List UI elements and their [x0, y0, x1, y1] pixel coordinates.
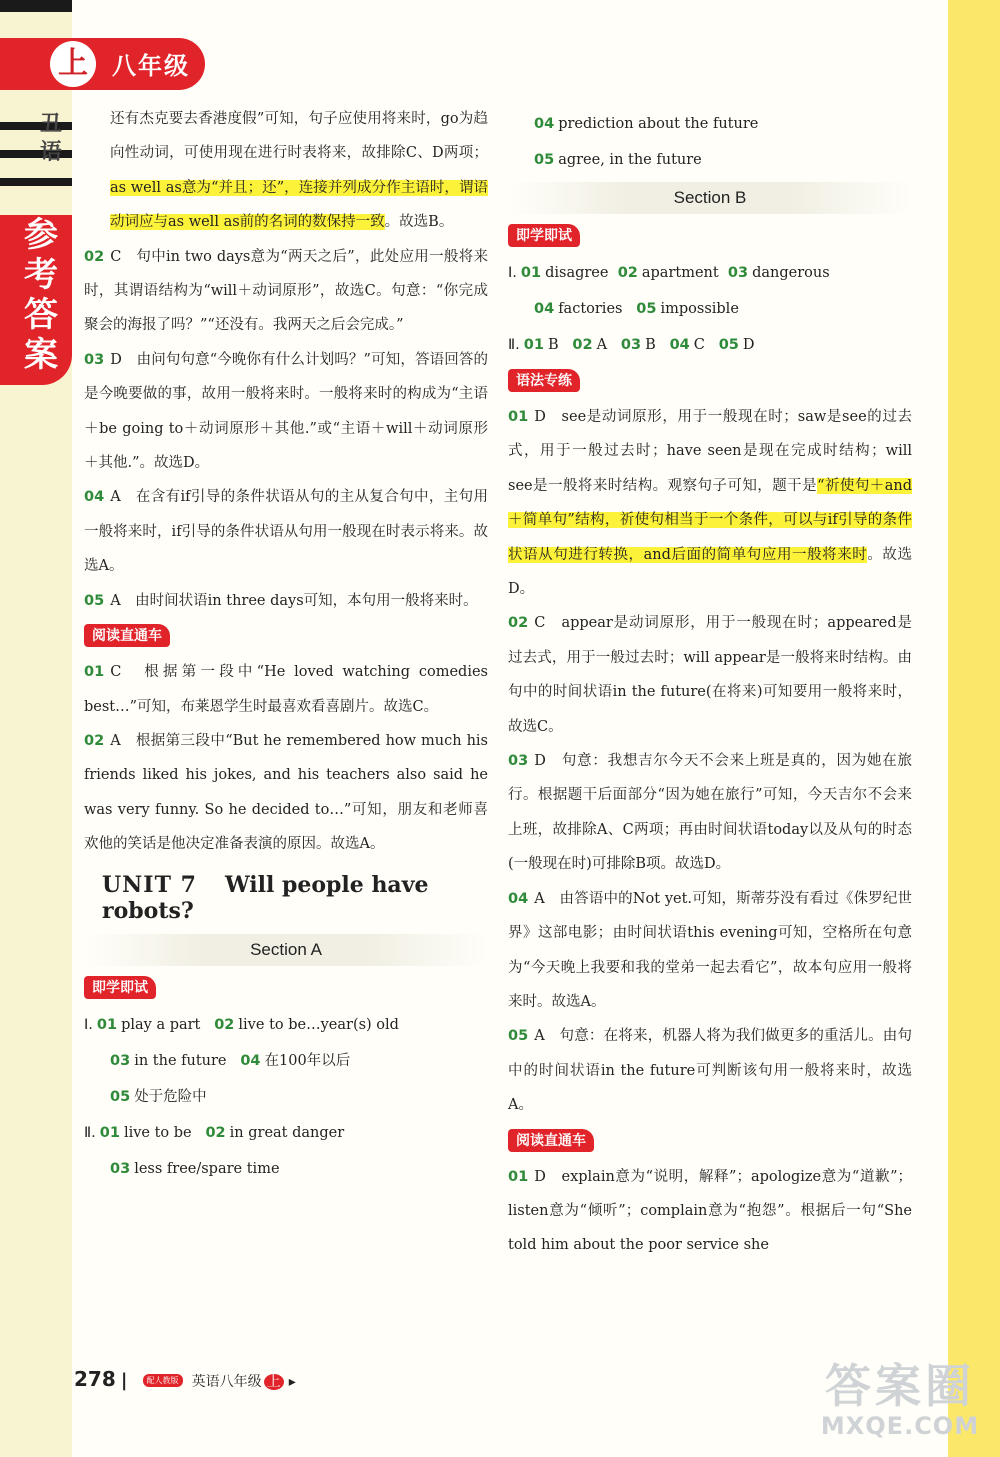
- roman-numeral: Ⅰ.: [508, 265, 517, 281]
- item-answer: disagree: [545, 265, 609, 281]
- item-answer: dangerous: [752, 265, 830, 281]
- answer-number: 02: [84, 732, 105, 749]
- reading-answer-01: [508, 1160, 912, 1263]
- unit-number: UNIT 7: [102, 871, 197, 898]
- item-answer: factories: [558, 301, 623, 317]
- item-number: 02: [214, 1016, 235, 1033]
- edition-badge: 配人教版: [143, 1374, 183, 1387]
- roman-numeral: Ⅰ.: [84, 1016, 93, 1033]
- brand-text: 丑语: [40, 111, 63, 165]
- volume-label: 上: [264, 1374, 284, 1390]
- item-number: 01: [96, 1016, 118, 1033]
- reading-answer-01: [84, 655, 488, 724]
- item-number: 01: [523, 337, 544, 353]
- right-yellow-strip: [948, 0, 1000, 1457]
- next-arrow-icon: ▸: [288, 1374, 296, 1390]
- grammar-answer-05: [508, 1019, 912, 1122]
- answer-text: D see是动词原形，用于一般现在时；saw是see的过去式，用于一般过去时；have seen是现在完成时结构；will see是一般将来时结构。观察句子可知，题干是: [508, 409, 912, 494]
- grammar-answer-03: [508, 744, 912, 882]
- left-column: [84, 102, 488, 1187]
- page-number: 278: [74, 1367, 116, 1391]
- roman-numeral: Ⅱ.: [508, 337, 520, 353]
- exercise-i-row-2: [84, 1043, 488, 1079]
- answer-number: 05: [508, 1028, 529, 1045]
- answer-number: 03: [508, 753, 529, 770]
- text-line: 还有杰克要去香港度假”可知，句子应使用将来时，: [110, 111, 441, 127]
- roman-numeral: Ⅱ.: [84, 1124, 96, 1141]
- grammar-badge: 语法专练: [508, 369, 580, 392]
- answer-number: 05: [84, 592, 105, 609]
- item-number: 03: [727, 265, 749, 281]
- grade-char: 上: [50, 41, 96, 87]
- task-row-05: [508, 142, 912, 178]
- item-answer: live to be: [123, 1124, 192, 1141]
- grammar-answer-01: [508, 400, 912, 606]
- item-number: 04: [240, 1052, 261, 1069]
- item-answer: prediction about the future: [558, 116, 759, 132]
- highlight-text: 成分作主语时，谓语动词应与as well as前的名词的: [110, 179, 489, 231]
- reading-answer-02: [84, 724, 488, 862]
- item-answer: in the future: [134, 1052, 227, 1069]
- item-number: 04: [534, 301, 555, 317]
- text-line: 。故选B。: [384, 214, 454, 231]
- exercise-i-row-1: [84, 1007, 488, 1043]
- item-number: 05: [718, 337, 739, 353]
- answer-text: C 句中in two days意为“两天之后”，此处应用一般将来时，其谓语结构为“will＋动词原形”，故选C。句意：“你完成聚会的海报了吗？”“还没有。我两天之后会完成。”: [84, 248, 488, 334]
- tab-char-3: 答: [24, 295, 58, 335]
- answer-04: [84, 480, 488, 583]
- item-answer: B: [547, 337, 559, 353]
- exercise-ii-row-2: [84, 1151, 488, 1187]
- unit-heading: [102, 872, 488, 924]
- item-answer: play a part: [121, 1016, 201, 1033]
- answer-text: A 由时间状语in three days可知，本句用一般将来时。: [110, 592, 478, 609]
- tab-char-4: 案: [24, 335, 58, 375]
- item-answer: A: [596, 337, 608, 353]
- answer-number: 01: [84, 664, 105, 681]
- answer-03: [84, 343, 488, 481]
- item-answer: less free/spare time: [134, 1160, 280, 1177]
- item-number: 02: [205, 1124, 226, 1141]
- grammar-answer-04: [508, 882, 912, 1020]
- item-answer: in great danger: [229, 1124, 345, 1141]
- highlight-text: “祈使句＋and＋简单句”结构，祈使句相当于一个条件，可以与if引导的条件状语从句进行转换，and后面的简单句应用一般将来时: [508, 477, 912, 563]
- text-line: 除C、D两项；: [391, 145, 488, 162]
- answer-02: [84, 240, 488, 343]
- tab-char-1: 参: [24, 215, 58, 255]
- answer-05: [84, 584, 488, 618]
- unit-title: Will people have robots?: [102, 871, 429, 924]
- page-footer: 278 | 配人教版 英语八年级 上 ▸: [74, 1367, 296, 1391]
- item-answer: live to be…year(s) old: [238, 1016, 399, 1033]
- item-number: 01: [99, 1124, 120, 1141]
- item-number: 05: [110, 1088, 131, 1105]
- answer-number: 03: [84, 351, 105, 368]
- tab-char-2: 考: [24, 255, 58, 295]
- item-number: 02: [572, 337, 593, 353]
- answer-text: C 根据第一段中“He loved watching comedies best…”可知，布莱恩学生时最喜欢看喜剧片。故选C。: [84, 664, 488, 715]
- item-answer: apartment: [641, 265, 719, 281]
- item-answer: B: [645, 337, 656, 353]
- right-column: [508, 106, 912, 1263]
- answer-text: D 由问句句意“今晚你有什么计划吗？”可知，答语回答的是今晚要做的事，故用一般将来时。一般将来时的构成为“主语＋be going to＋动词原形＋其他.”或“主语＋will＋动词原形＋其他.”。故选D。: [84, 351, 488, 472]
- item-number: 01: [520, 265, 542, 281]
- item-number: 04: [534, 116, 555, 132]
- item-answer: impossible: [660, 301, 739, 317]
- exercise-i-row-3: [84, 1079, 488, 1115]
- section-b-heading: Section B: [508, 182, 912, 214]
- reading-badge: 阅读直通车: [508, 1129, 594, 1152]
- answer-text: C appear是动词原形，用于一般现在时；appeared是过去式，用于一般过去时；will appear是一般将来时结构。由句中的时间状语in the future(在将来)可知要用一般将来时，故选C。: [508, 615, 912, 735]
- reading-badge: 阅读直通车: [84, 624, 170, 647]
- item-answer: D: [742, 337, 755, 353]
- header-black-bar: [0, 0, 72, 12]
- item-number: 03: [620, 337, 642, 353]
- watermark-url: MXQE.COM: [820, 1412, 980, 1440]
- item-number: 03: [110, 1052, 131, 1069]
- text-line: go为趋向性动词，可使用现在进行时表将来，故排: [110, 111, 488, 162]
- grade-label: 八年级: [112, 52, 190, 80]
- answer-text: D 句意：我想吉尔今天不会来上班是真的，因为她在旅行。根据题干后面部分“因为她在旅行”可知，今天吉尔不会来上班，故排除A、C两项；再由时间状语today以及从句的时态(一般现在时)可排除B项。故选D。: [508, 753, 912, 873]
- exercise-ii-row-1: [84, 1115, 488, 1151]
- answer-text: A 句意：在将来，机器人将为我们做更多的重活儿。由句中的时间状语in the future可判断该句用一般将来时，故选A。: [508, 1028, 912, 1114]
- answer-number: 04: [84, 489, 105, 506]
- item-number: 03: [110, 1160, 131, 1177]
- answer-text: 。故选D。: [508, 546, 912, 598]
- exercise-i-row-1: [508, 255, 912, 291]
- watermark-logo: 答案圈: [825, 1359, 975, 1413]
- answer-number: 01: [508, 409, 529, 425]
- item-answer: C: [693, 337, 705, 353]
- answer-key-tab: [0, 215, 72, 385]
- exercise-ii-row: [508, 327, 912, 363]
- item-number: 05: [534, 152, 555, 168]
- brand-bar-3: [0, 178, 72, 186]
- answer-01-continued: [84, 102, 488, 240]
- task-row-04: [508, 106, 912, 142]
- answer-text: A 根据第三段中“But he remembered how much his friends liked his jokes, and his teachers also said he was very funny. So he decided to…”可知，朋友和老师喜欢他的笑话是他决定准备表演的原因。故选A。: [84, 732, 488, 853]
- answer-text: A 由答语中的Not yet.可知，斯蒂芬没有看过《侏罗纪世界》这部电影；由时间状语this evening可知，空格所在句意为“今天晚上我要和我的堂弟一起去看它”，故本句应用一般将来时。故选A。: [508, 890, 912, 1010]
- answer-number: 02: [84, 248, 105, 265]
- grammar-answer-02: [508, 606, 912, 744]
- try-badge: 即学即试: [508, 224, 580, 247]
- answer-text: D explain意为“说明，解释”；apologize意为“道歉”；listen意为“倾听”；complain意为“抱怨”。根据后一句“She told him about the poor service she: [508, 1168, 912, 1254]
- item-answer: agree, in the future: [558, 152, 702, 168]
- section-a-heading: Section A: [84, 934, 488, 966]
- item-number: 02: [617, 265, 638, 281]
- item-answer: 在100年以后: [264, 1052, 351, 1069]
- answer-text: A 在含有if引导的条件状语从句的主从复合句中，主句用一般将来时，if引导的条件状语从句用一般现在时表示将来。故选A。: [84, 489, 488, 575]
- answer-number: 01: [508, 1168, 529, 1185]
- item-answer: 处于危险中: [134, 1088, 207, 1105]
- item-number: 04: [669, 337, 690, 353]
- highlight-text: as well as意为“并且；还”，连接并列: [110, 179, 357, 196]
- exercise-i-row-2: [508, 291, 912, 327]
- watermark: [810, 1360, 990, 1452]
- highlight-text: 数保持一致: [312, 214, 385, 231]
- answer-number: 04: [508, 890, 529, 907]
- answer-number: 02: [508, 615, 529, 632]
- item-number: 05: [636, 301, 657, 317]
- try-badge: 即学即试: [84, 976, 156, 999]
- book-title: 英语八年级: [191, 1374, 262, 1390]
